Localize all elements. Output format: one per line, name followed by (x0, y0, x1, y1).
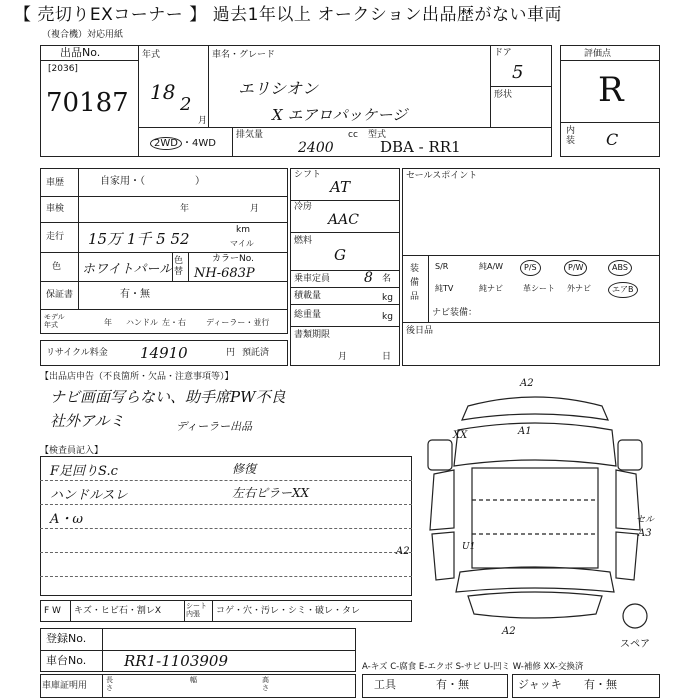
recycle-unit: 円 (226, 348, 236, 358)
equipment-item: 外ナビ (567, 284, 591, 293)
shaken-month: 月 (250, 204, 260, 214)
recycle-label: リサイクル料金 (46, 348, 108, 358)
inspector-left-entry: F足回りS.c (50, 464, 118, 479)
shift-label: シフト (294, 170, 322, 180)
history-value: 自家用・（ ） (100, 176, 205, 187)
inspector-right-entry: 左右ピラーXX (232, 486, 310, 500)
equipment-item: 純TV (435, 284, 454, 293)
mark-side-a2: A2 (396, 546, 410, 557)
mileage-value: 15万 1千 5 52 (88, 230, 190, 248)
drive-4wd: ・4WD (181, 138, 216, 149)
mark-a3: A3 (638, 528, 652, 539)
inspector-label: 【検査員記入】 (40, 446, 104, 456)
doors-value: 5 (512, 62, 524, 83)
mark-rear-a2: A2 (502, 626, 516, 637)
navi-label: ナビ装備： (432, 308, 478, 318)
tools-value: 有・無 (436, 678, 469, 691)
displacement-value: 2400 (298, 140, 334, 156)
inspector-left-entry: A・ω (50, 512, 83, 527)
inspector-right-entry: 修復 (232, 462, 257, 476)
equipment-label: 装備品 (410, 264, 420, 302)
cert-height: 高さ (262, 676, 269, 692)
equipment-item: エアB (608, 282, 638, 298)
registration-label: 登録No. (46, 632, 87, 645)
year-label: 年式 (142, 50, 161, 60)
certificate-label: 車庫証明用 (42, 681, 88, 691)
year-month: 2 (180, 94, 192, 115)
model-grade: X エアロパッケージ (272, 106, 408, 124)
shaken-year: 年 (180, 204, 190, 214)
fw-text2: コゲ・穴・汚レ・シミ・破レ・タレ (216, 606, 361, 616)
dealer-value: ディーラー・並行 (206, 318, 270, 327)
color-label: 色 (52, 262, 62, 272)
capacity-unit: 名 (382, 274, 392, 284)
sheet-label: シート内張 (186, 602, 207, 618)
docs-day: 日 (382, 352, 392, 362)
doors-label: ドア (494, 48, 512, 58)
interior-label: 内装 (566, 126, 576, 146)
score-label: 評価点 (584, 49, 612, 59)
notes-line3: ディーラー出品 (176, 420, 253, 433)
model-year-label: モデル年式 (44, 313, 65, 329)
capacity-label: 乗車定員 (294, 274, 331, 284)
form-note: （複合機）対応用紙 (42, 30, 124, 40)
type-label: 型式 (368, 130, 387, 140)
capacity-value: 8 (364, 270, 373, 286)
mark-seal: セル (636, 515, 655, 525)
mark-a1: A1 (518, 426, 532, 437)
mileage-label: 走行 (46, 232, 65, 242)
load-unit: kg (382, 293, 393, 303)
color-code: NH-683P (194, 266, 255, 281)
fw-text: キズ・ヒビ石・割レX (74, 606, 161, 616)
sales-point-label: セールスポイント (406, 171, 478, 181)
inspector-left-entry: ハンドルスレ (50, 488, 128, 503)
banner-title: 【 売切りEXコーナー 】 過去1年以上 オークション出品歴がない車両 (14, 5, 562, 25)
shaken-label: 車検 (46, 204, 65, 214)
notes-line2: 社外アルミ (50, 412, 125, 430)
chassis-value: RR1-1103909 (124, 652, 229, 670)
tools-label: 工具 (374, 678, 396, 691)
lot-label: 出品No. (60, 46, 101, 59)
mileage-unit-km: km (236, 225, 250, 235)
gross-label: 総重量 (294, 310, 322, 320)
lot-code: [2036] (48, 64, 78, 74)
shift-value: AT (330, 178, 351, 196)
fuel-label: 燃料 (294, 236, 313, 246)
drive-field (150, 134, 216, 149)
warranty-value: 有・無 (120, 289, 150, 300)
score-value: R (598, 70, 624, 110)
model-year-year: 年 (104, 318, 112, 327)
month-unit: 月 (198, 116, 208, 126)
spare-label: スペア (620, 639, 650, 650)
interior-value: C (606, 130, 619, 149)
load-label: 積載量 (294, 291, 322, 301)
equipment-item: S/R (435, 262, 449, 271)
notes-line1: ナビ画面写らない、助手席PW不良 (50, 388, 286, 406)
docs-label: 書類期限 (294, 330, 331, 340)
equipment-item: P/W (564, 260, 587, 276)
lot-number: 70187 (46, 88, 129, 118)
fw-label: F W (44, 606, 61, 616)
color-value: ホワイトパール (82, 262, 173, 277)
car-damage-diagram (410, 378, 660, 640)
year-value: 18 (150, 80, 176, 104)
equipment-item: 革シート (523, 284, 555, 293)
drive-2wd: 2WD (150, 137, 182, 150)
model-label: 車名・グレード (212, 50, 276, 60)
handle-label: ハンドル (126, 318, 158, 327)
mark-xx: XX (453, 430, 468, 441)
model-name: エリシオン (238, 79, 319, 98)
fuel-value: G (334, 246, 346, 264)
notes-label: 【出品店申告（不良箇所・欠品・注意事項等）】 (40, 372, 234, 382)
color-change-label: 色替 (174, 256, 184, 277)
warranty-label: 保証書 (46, 290, 74, 300)
gross-unit: kg (382, 312, 393, 322)
recycle-status: 預託済 (242, 348, 270, 358)
equipment-item: ABS (608, 260, 632, 276)
type-value: DBA - RR1 (380, 138, 461, 156)
displacement-unit: cc (348, 130, 358, 140)
ac-value: AAC (328, 212, 359, 228)
cert-length: 長さ (106, 676, 113, 692)
mileage-unit-mile: マイル (230, 239, 254, 248)
equipment-item: 純ナビ (479, 284, 503, 293)
handle-value: 左・右 (162, 318, 186, 327)
docs-month: 月 (338, 352, 348, 362)
jack-value: 有・無 (584, 678, 617, 691)
displacement-label: 排気量 (236, 130, 264, 140)
chassis-label: 車台No. (46, 654, 87, 667)
mark-front-a2: A2 (520, 378, 534, 389)
mark-u1: U1 (462, 542, 476, 552)
after-label: 後日品 (406, 326, 434, 336)
recycle-value: 14910 (140, 344, 188, 362)
history-label: 車歴 (46, 178, 65, 188)
legend-text: A-キズ C-腐食 E-エクボ S-サビ U-凹ミ W-補修 XX-交換済 (362, 662, 584, 672)
cert-width: 幅 (190, 676, 197, 684)
equipment-item: 純A/W (479, 262, 504, 271)
color-code-label: カラーNo. (212, 254, 254, 264)
ac-label: 冷房 (294, 202, 313, 212)
jack-label: ジャッキ (518, 678, 562, 691)
shape-label: 形状 (494, 90, 513, 100)
equipment-item: P/S (520, 260, 541, 276)
